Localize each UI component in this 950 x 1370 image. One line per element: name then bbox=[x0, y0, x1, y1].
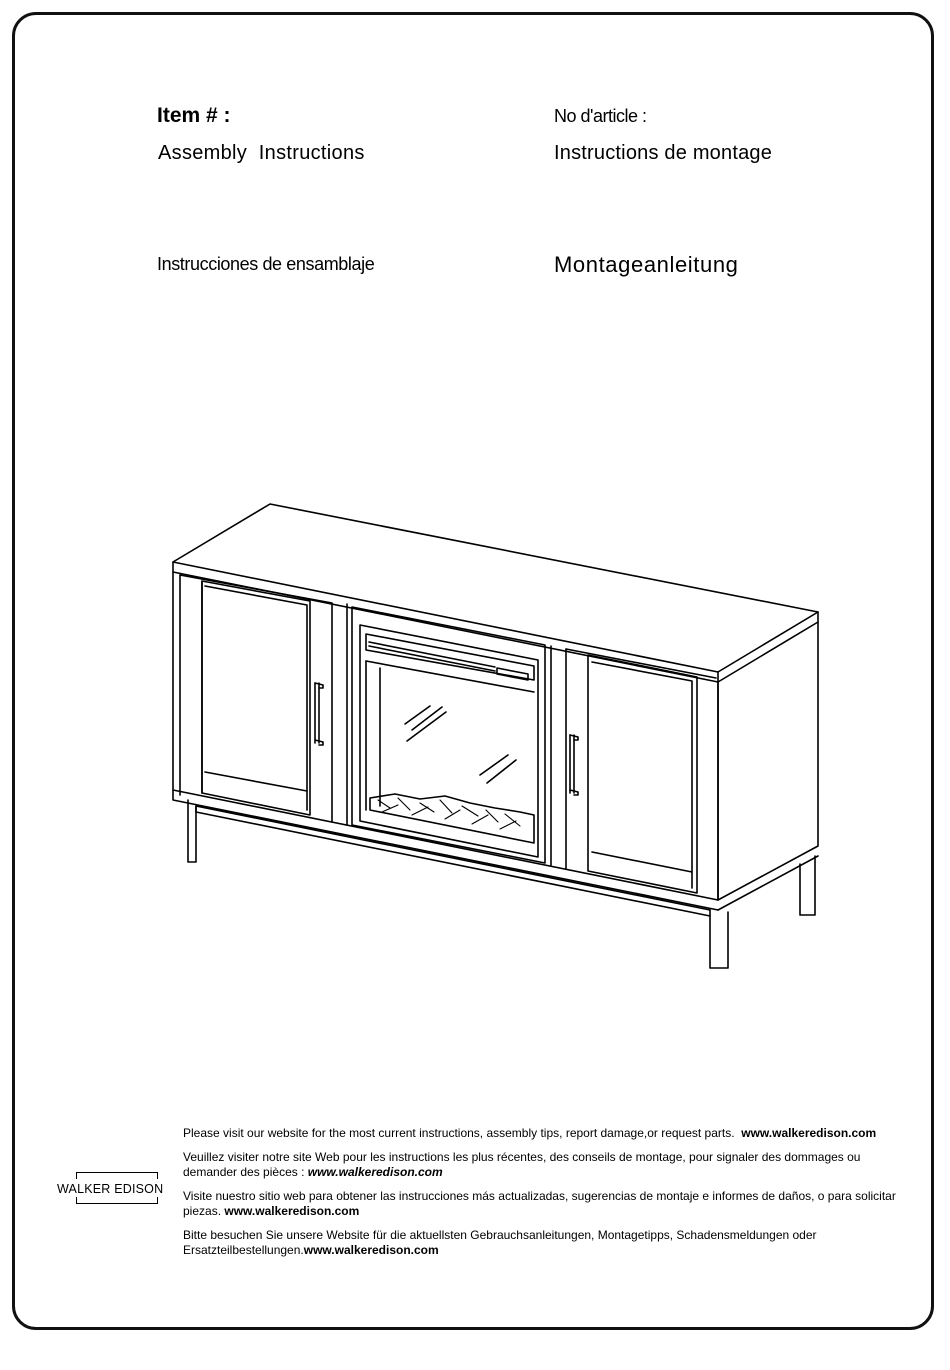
assembly-instructions-title-fr: Instructions de montage bbox=[554, 142, 773, 164]
website-link-de[interactable]: www.walkeredison.com bbox=[303, 1243, 439, 1257]
footer-note-es bbox=[183, 1189, 911, 1219]
assembly-instructions-title-es: Instrucciones de ensamblaje bbox=[157, 254, 375, 274]
assembly-instructions-title-en: Assembly Instructions bbox=[158, 142, 365, 164]
footer-note-en-text: Please visit our website for the most current instructions, assembly tips, report damage,or request parts. bbox=[183, 1126, 735, 1140]
website-link-es[interactable]: www.walkeredison.com bbox=[224, 1204, 360, 1218]
assembly-instructions-title-de: Montageanleitung bbox=[554, 252, 739, 277]
footer-note-fr bbox=[183, 1150, 911, 1180]
footer-note-fr-text: Veuillez visiter notre site Web pour les instructions les plus récentes, des conseils de montage, pour signaler des dommages ou demander des pièces : bbox=[183, 1150, 861, 1179]
logo-text: WALKER EDISON bbox=[57, 1182, 164, 1196]
footer-note-en bbox=[183, 1126, 911, 1141]
footer-note-de bbox=[183, 1228, 911, 1258]
footer-note-de-text: Bitte besuchen Sie unsere Website für die aktuellsten Gebrauchsanleitungen, Montagetipps, Schadensmeldungen oder Ersatzteilbestellungen. bbox=[183, 1228, 817, 1257]
item-number-label: Item # : bbox=[157, 104, 231, 127]
footer-note-es-text: Visite nuestro sitio web para obtener las instrucciones más actualizadas, sugerencias de montaje e informes de daños, o para solicitar piezas. bbox=[183, 1189, 896, 1218]
footer-website-notes bbox=[183, 1126, 911, 1267]
logo-bottom-bracket bbox=[76, 1197, 158, 1204]
website-link-fr[interactable]: www.walkeredison.com bbox=[307, 1165, 443, 1179]
logo-top-bracket bbox=[76, 1172, 158, 1179]
article-number-label: No d'article : bbox=[554, 106, 647, 126]
website-link-en[interactable]: www.walkeredison.com bbox=[741, 1126, 877, 1140]
